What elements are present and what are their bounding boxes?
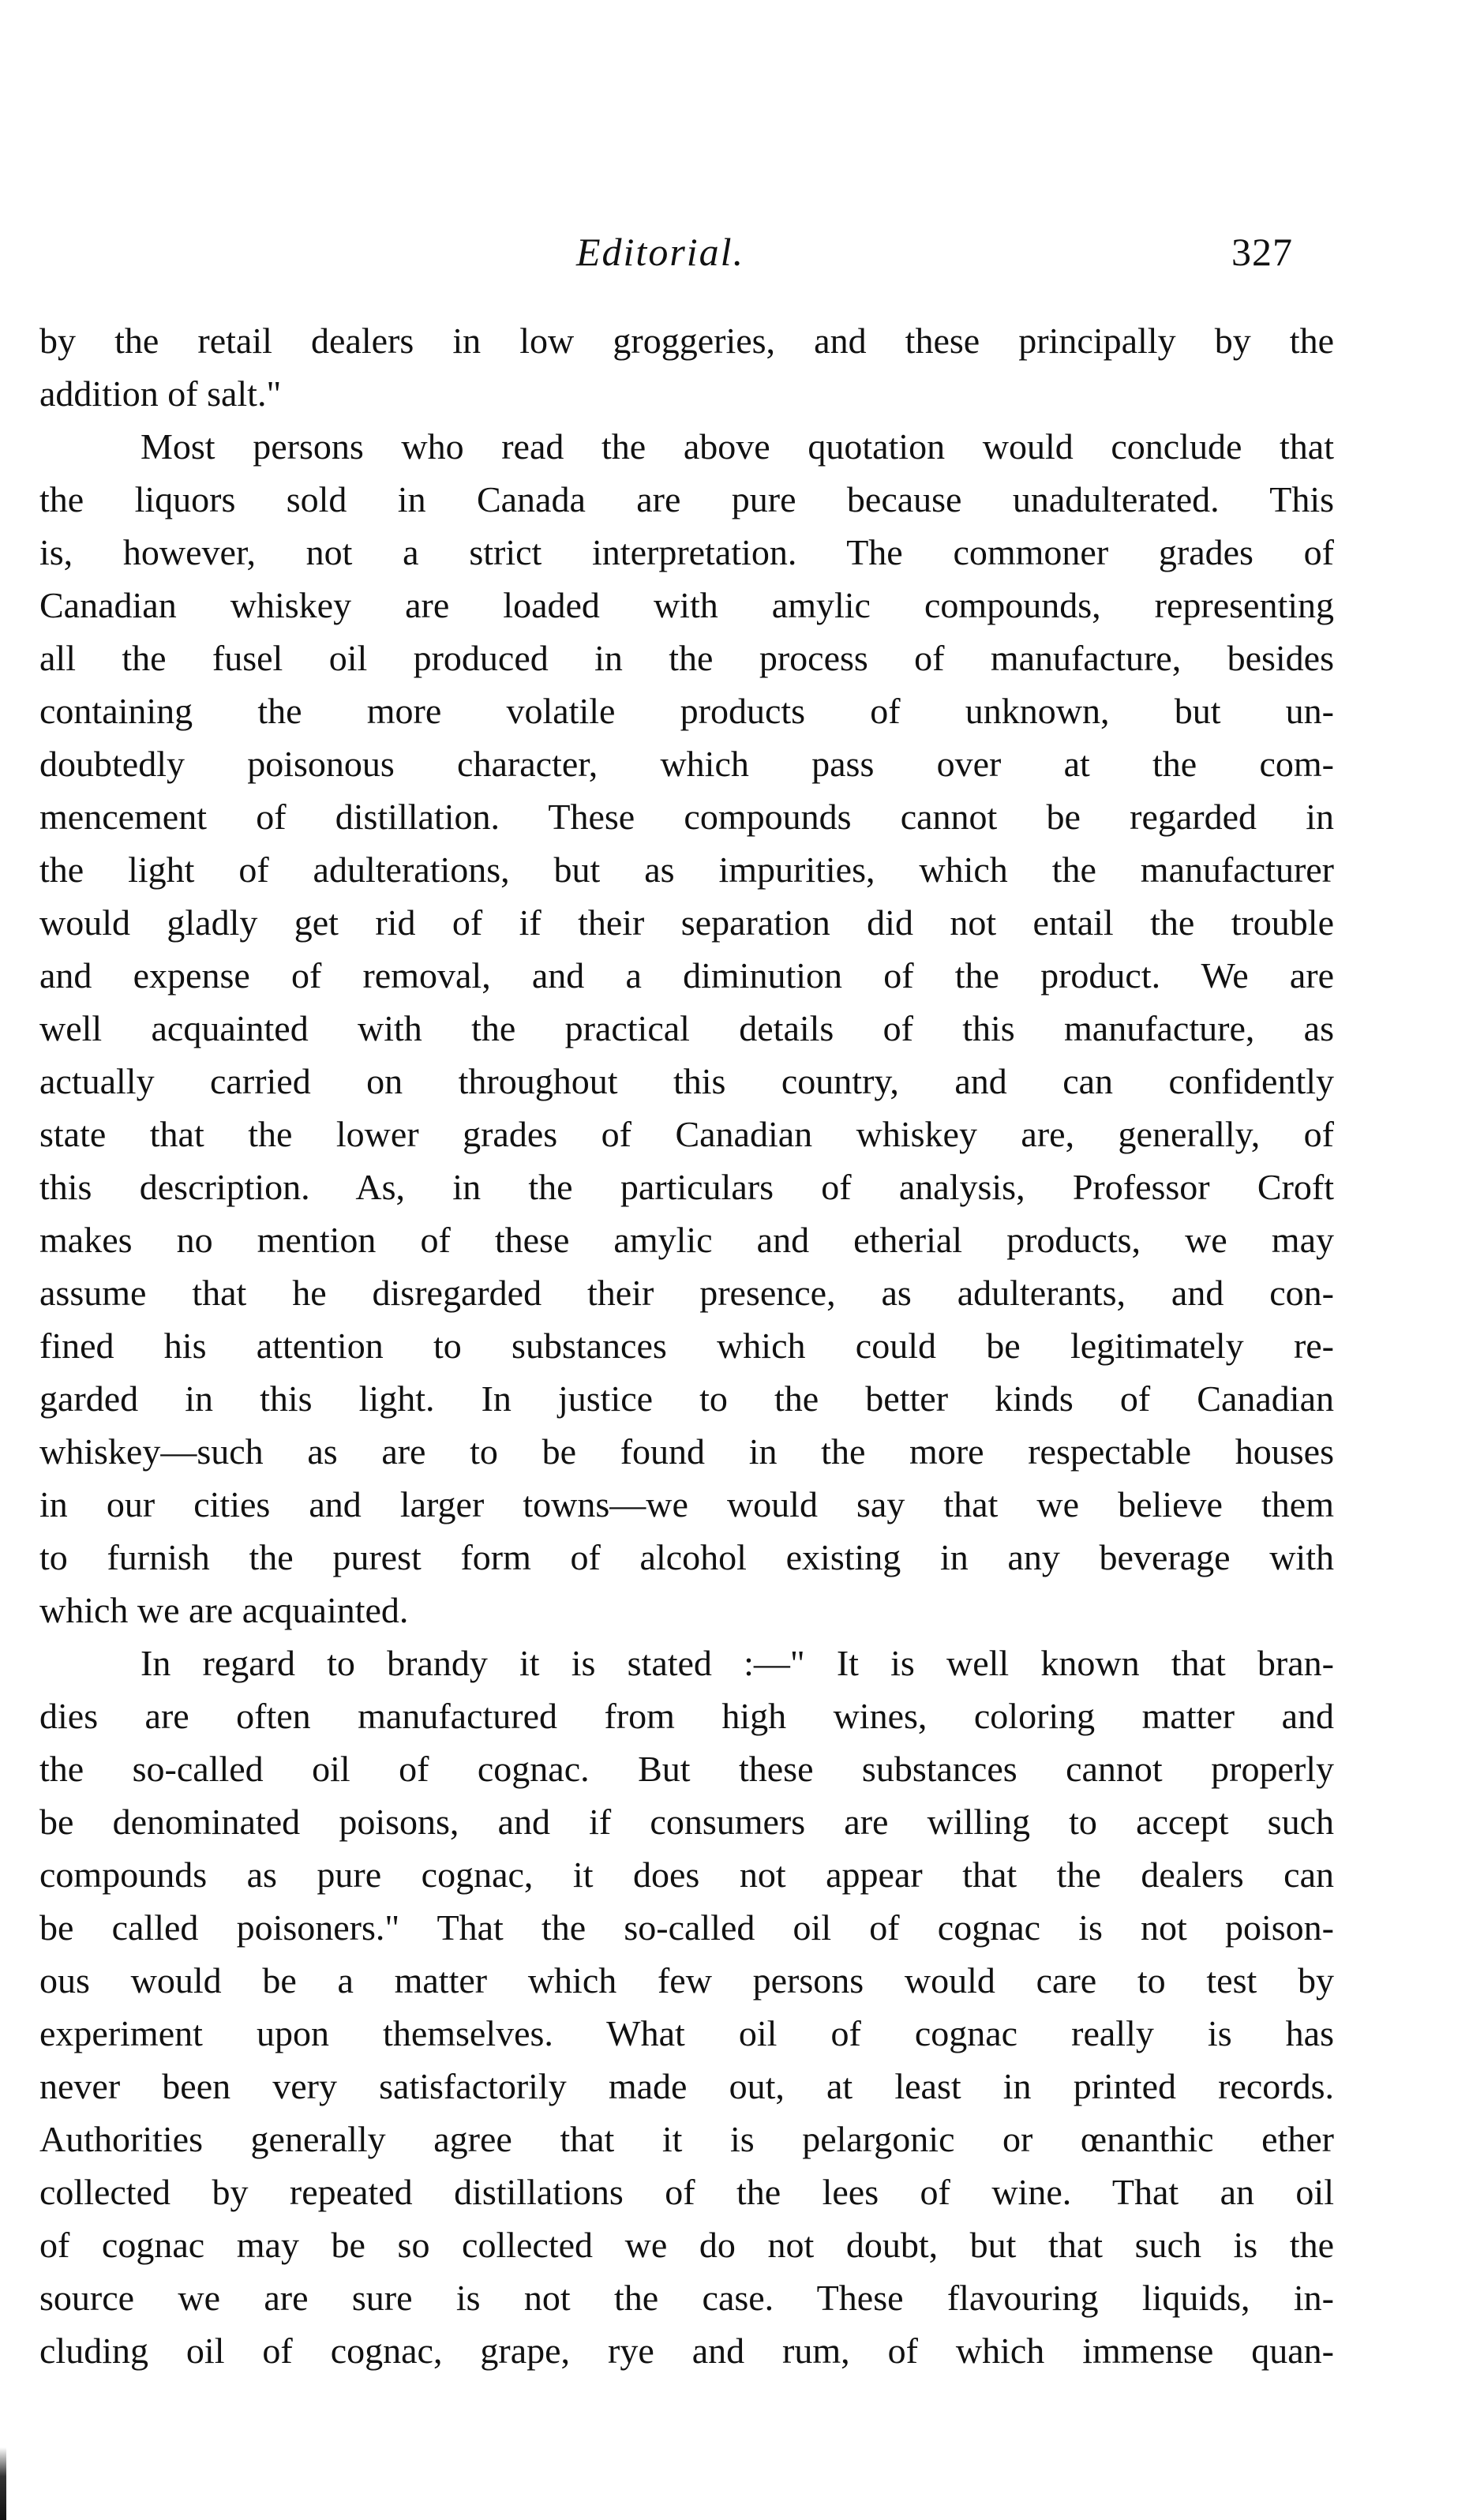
page-edge-shadow [0,2447,6,2520]
text-line: dies are often manufactured from high wines, coloring matter and [39,1696,1334,1736]
text-line: mencement of distillation. These compounds cannot be regarded in [39,797,1334,837]
text-line: in our cities and larger towns—we would say that we believe them [39,1484,1334,1524]
text-line: Most persons who read the above quotation would conclude that [141,426,1334,467]
page-header [0,229,1469,292]
body-text [39,314,1334,2377]
text-line: source we are sure is not the case. These flavouring liquids, in- [39,2278,1334,2318]
text-line: fined his attention to substances which could be legitimately re- [39,1326,1334,1366]
text-line: is, however, not a strict interpretation. The commoner grades of [39,532,1334,572]
text-line: well acquainted with the practical details of this manufacture, as [39,1008,1334,1048]
text-line: be called poisoners." That the so-called oil of cognac is not poison- [39,1907,1334,1948]
text-line: compounds as pure cognac, it does not appear that the dealers can [39,1854,1334,1895]
text-line: this description. As, in the particulars of analysis, Professor Croft [39,1167,1334,1207]
text-line: of cognac may be so collected we do not doubt, but that such is the [39,2225,1334,2265]
text-line: the liquors sold in Canada are pure because unadulterated. This [39,479,1334,519]
text-line: by the retail dealers in low groggeries, and these principally by the [39,321,1334,361]
text-line: whiskey—such as are to be found in the more respectable houses [39,1431,1334,1472]
text-line: to furnish the purest form of alcohol existing in any beverage with [39,1537,1334,1577]
text-line: garded in this light. In justice to the better kinds of Canadian [39,1378,1334,1419]
text-line: the so-called oil of cognac. But these substances cannot properly [39,1749,1334,1789]
page-number: 327 [1231,230,1293,274]
text-line: containing the more volatile products of unknown, but un- [39,691,1334,731]
text-line: Authorities generally agree that it is pelargonic or œnanthic ether [39,2119,1334,2159]
text-line: experiment upon themselves. What oil of cognac really is has [39,2013,1334,2053]
text-line: In regard to brandy it is stated :—" It is well known that bran- [141,1643,1334,1683]
running-title: Editorial. [576,230,745,274]
text-line: makes no mention of these amylic and etherial products, we may [39,1220,1334,1260]
text-line: and expense of removal, and a diminution of the product. We are [39,955,1334,996]
text-line: ous would be a matter which few persons would care to test by [39,1960,1334,2001]
text-line: state that the lower grades of Canadian whiskey are, generally, of [39,1114,1334,1154]
text-line: doubtedly poisonous character, which pass over at the com- [39,744,1334,784]
text-line: be denominated poisons, and if consumers are willing to accept such [39,1802,1334,1842]
text-line: actually carried on throughout this country, and can confidently [39,1061,1334,1101]
text-line: Canadian whiskey are loaded with amylic compounds, representing [39,585,1334,625]
text-line: collected by repeated distillations of the lees of wine. That an oil [39,2172,1334,2212]
text-line: never been very satisfactorily made out, at least in printed records. [39,2066,1334,2106]
text-line: assume that he disregarded their presence, as adulterants, and con- [39,1273,1334,1313]
text-line: would gladly get rid of if their separation did not entail the trouble [39,902,1334,943]
text-line: cluding oil of cognac, grape, rye and rum, of which immense quan- [39,2331,1334,2371]
text-line: all the fusel oil produced in the process of manufacture, besides [39,638,1334,678]
text-line: the light of adulterations, but as impurities, which the manufacturer [39,849,1334,890]
text-line: which we are acquainted. [39,1590,409,1630]
text-line: addition of salt." [39,373,282,414]
